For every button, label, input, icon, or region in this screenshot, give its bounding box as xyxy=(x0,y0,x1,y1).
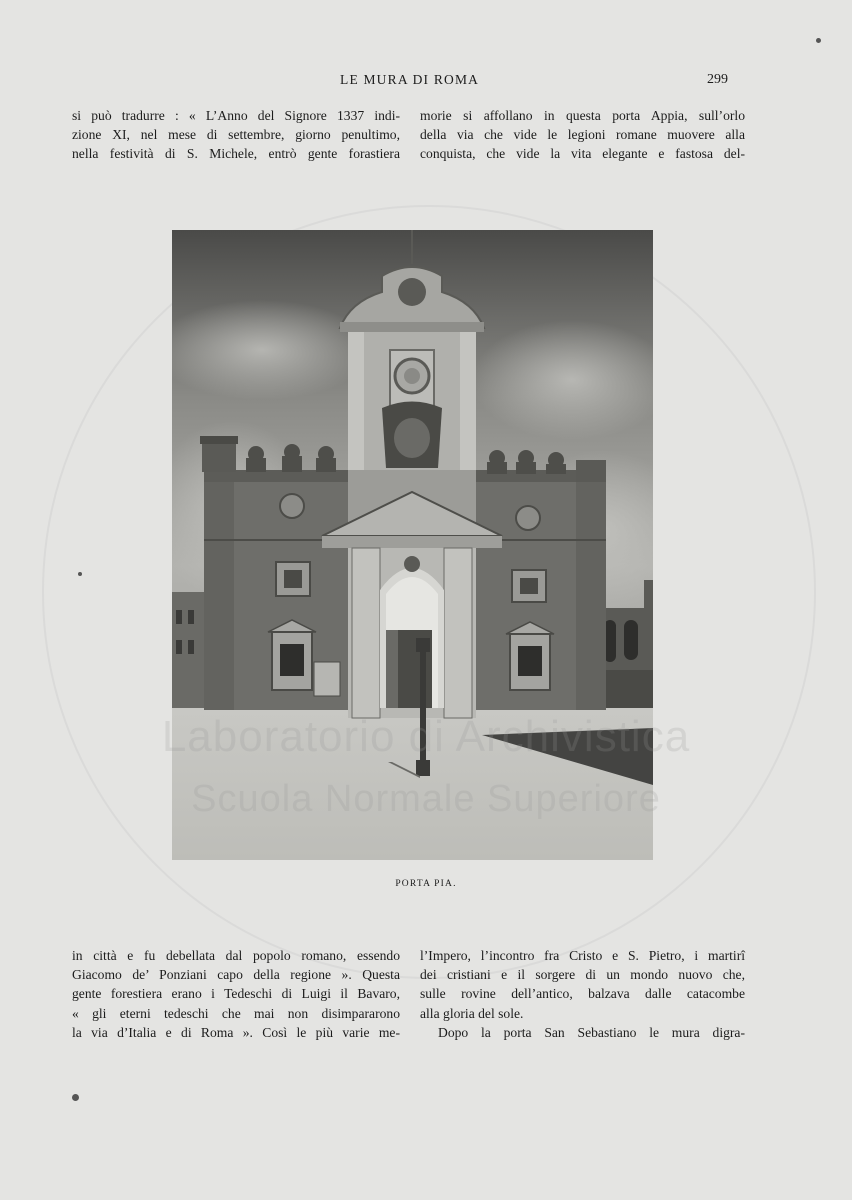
text-line: alla gloria del sole. xyxy=(420,1005,524,1021)
text-line: conquista, che vide la vita elegante e fastosa del- xyxy=(420,146,745,162)
text-line: gente forestiera erano i Tedeschi di Luigi il Bavaro, xyxy=(72,986,400,1002)
text-column-bottom-right xyxy=(420,946,745,1042)
text-line: la via d’Italia e di Roma ». Così le più varie me- xyxy=(72,1024,400,1040)
text-line: zione XI, nel mese di settembre, giorno penultimo, xyxy=(72,127,400,143)
text-column-top-left xyxy=(72,106,400,164)
text-line: in città e fu debellata dal popolo romano, essendo xyxy=(72,948,400,963)
text-line: si può tradurre : « L’Anno del Signore 1337 indi- xyxy=(72,108,400,123)
watermark-line-2: Scuola Normale Superiore xyxy=(191,778,661,820)
text-line: l’Impero, l’incontro fra Cristo e S. Pietro, i martirî xyxy=(420,948,745,963)
text-line: della via che vide le legioni romane muovere alla xyxy=(420,127,745,143)
paper-speck xyxy=(816,38,821,43)
watermark-line-1: Laboratorio di Archivistica xyxy=(161,712,691,761)
text-line: morie si affollano in questa porta Appia, sull’orlo xyxy=(420,108,745,123)
text-line: dei cristiani e il sorgere di un mondo nuovo che, xyxy=(420,967,745,983)
paper-speck xyxy=(72,1094,79,1101)
text-line: Giacomo de’ Ponziani capo della regione ». Questa xyxy=(72,967,400,983)
page-number: 299 xyxy=(707,72,728,87)
porta-pia-photograph xyxy=(172,230,653,860)
text-line: nella festività di S. Michele, entrò gente forastiera xyxy=(72,146,400,162)
text-line: sulle rovine dell’antico, balzava dalle catacombe xyxy=(420,986,745,1002)
paper-speck xyxy=(78,572,82,576)
text-column-bottom-left xyxy=(72,946,400,1042)
running-title: LE MURA DI ROMA xyxy=(340,72,480,87)
text-line: « gli eterni tedeschi che mai non disimpararono xyxy=(72,1005,400,1021)
text-column-top-right xyxy=(420,106,745,164)
text-line: Dopo la porta San Sebastiano le mura digra- xyxy=(438,1024,745,1040)
figure-caption: PORTA PIA. xyxy=(395,879,457,889)
